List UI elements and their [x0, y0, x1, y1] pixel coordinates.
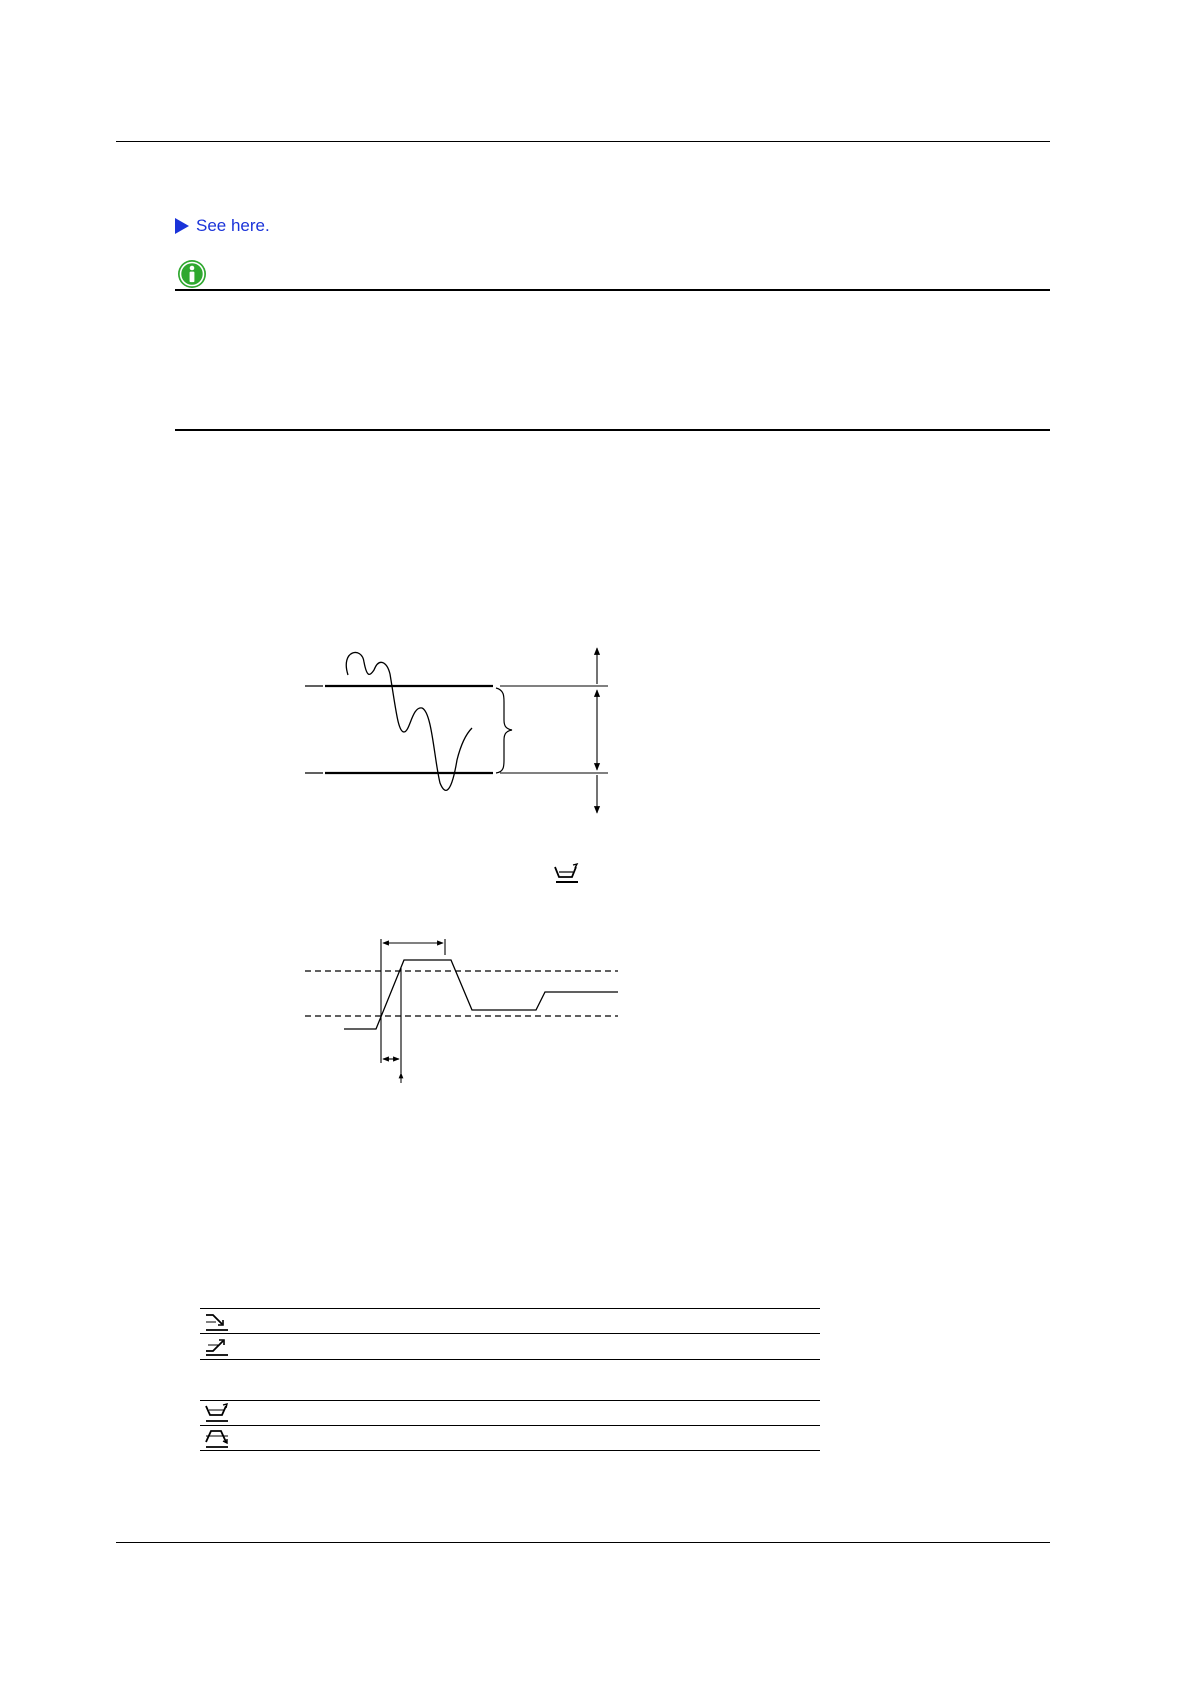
- rising-edge-icon: [204, 1336, 230, 1357]
- see-here-label: See here.: [196, 216, 270, 235]
- pulse-waveform: [344, 960, 618, 1029]
- trigger-type-table: [200, 1308, 820, 1452]
- information-icon: [177, 259, 207, 289]
- falling-edge-icon: [204, 1311, 230, 1332]
- pulse-timing-diagram: [300, 925, 630, 1085]
- window-trigger-icon: [553, 863, 581, 885]
- window-brace: [496, 688, 512, 773]
- note-bottom-rule: [175, 429, 1050, 431]
- link-arrow-icon: [175, 218, 189, 234]
- signal-waveform: [346, 652, 472, 790]
- note-top-rule: [175, 289, 1050, 291]
- header-rule: [116, 141, 1050, 142]
- see-here-link[interactable]: [175, 216, 270, 236]
- level-window-diagram: [290, 640, 630, 820]
- footer-rule: [116, 1542, 1050, 1543]
- window-out-icon: [204, 1428, 230, 1449]
- window-in-icon: [204, 1403, 230, 1424]
